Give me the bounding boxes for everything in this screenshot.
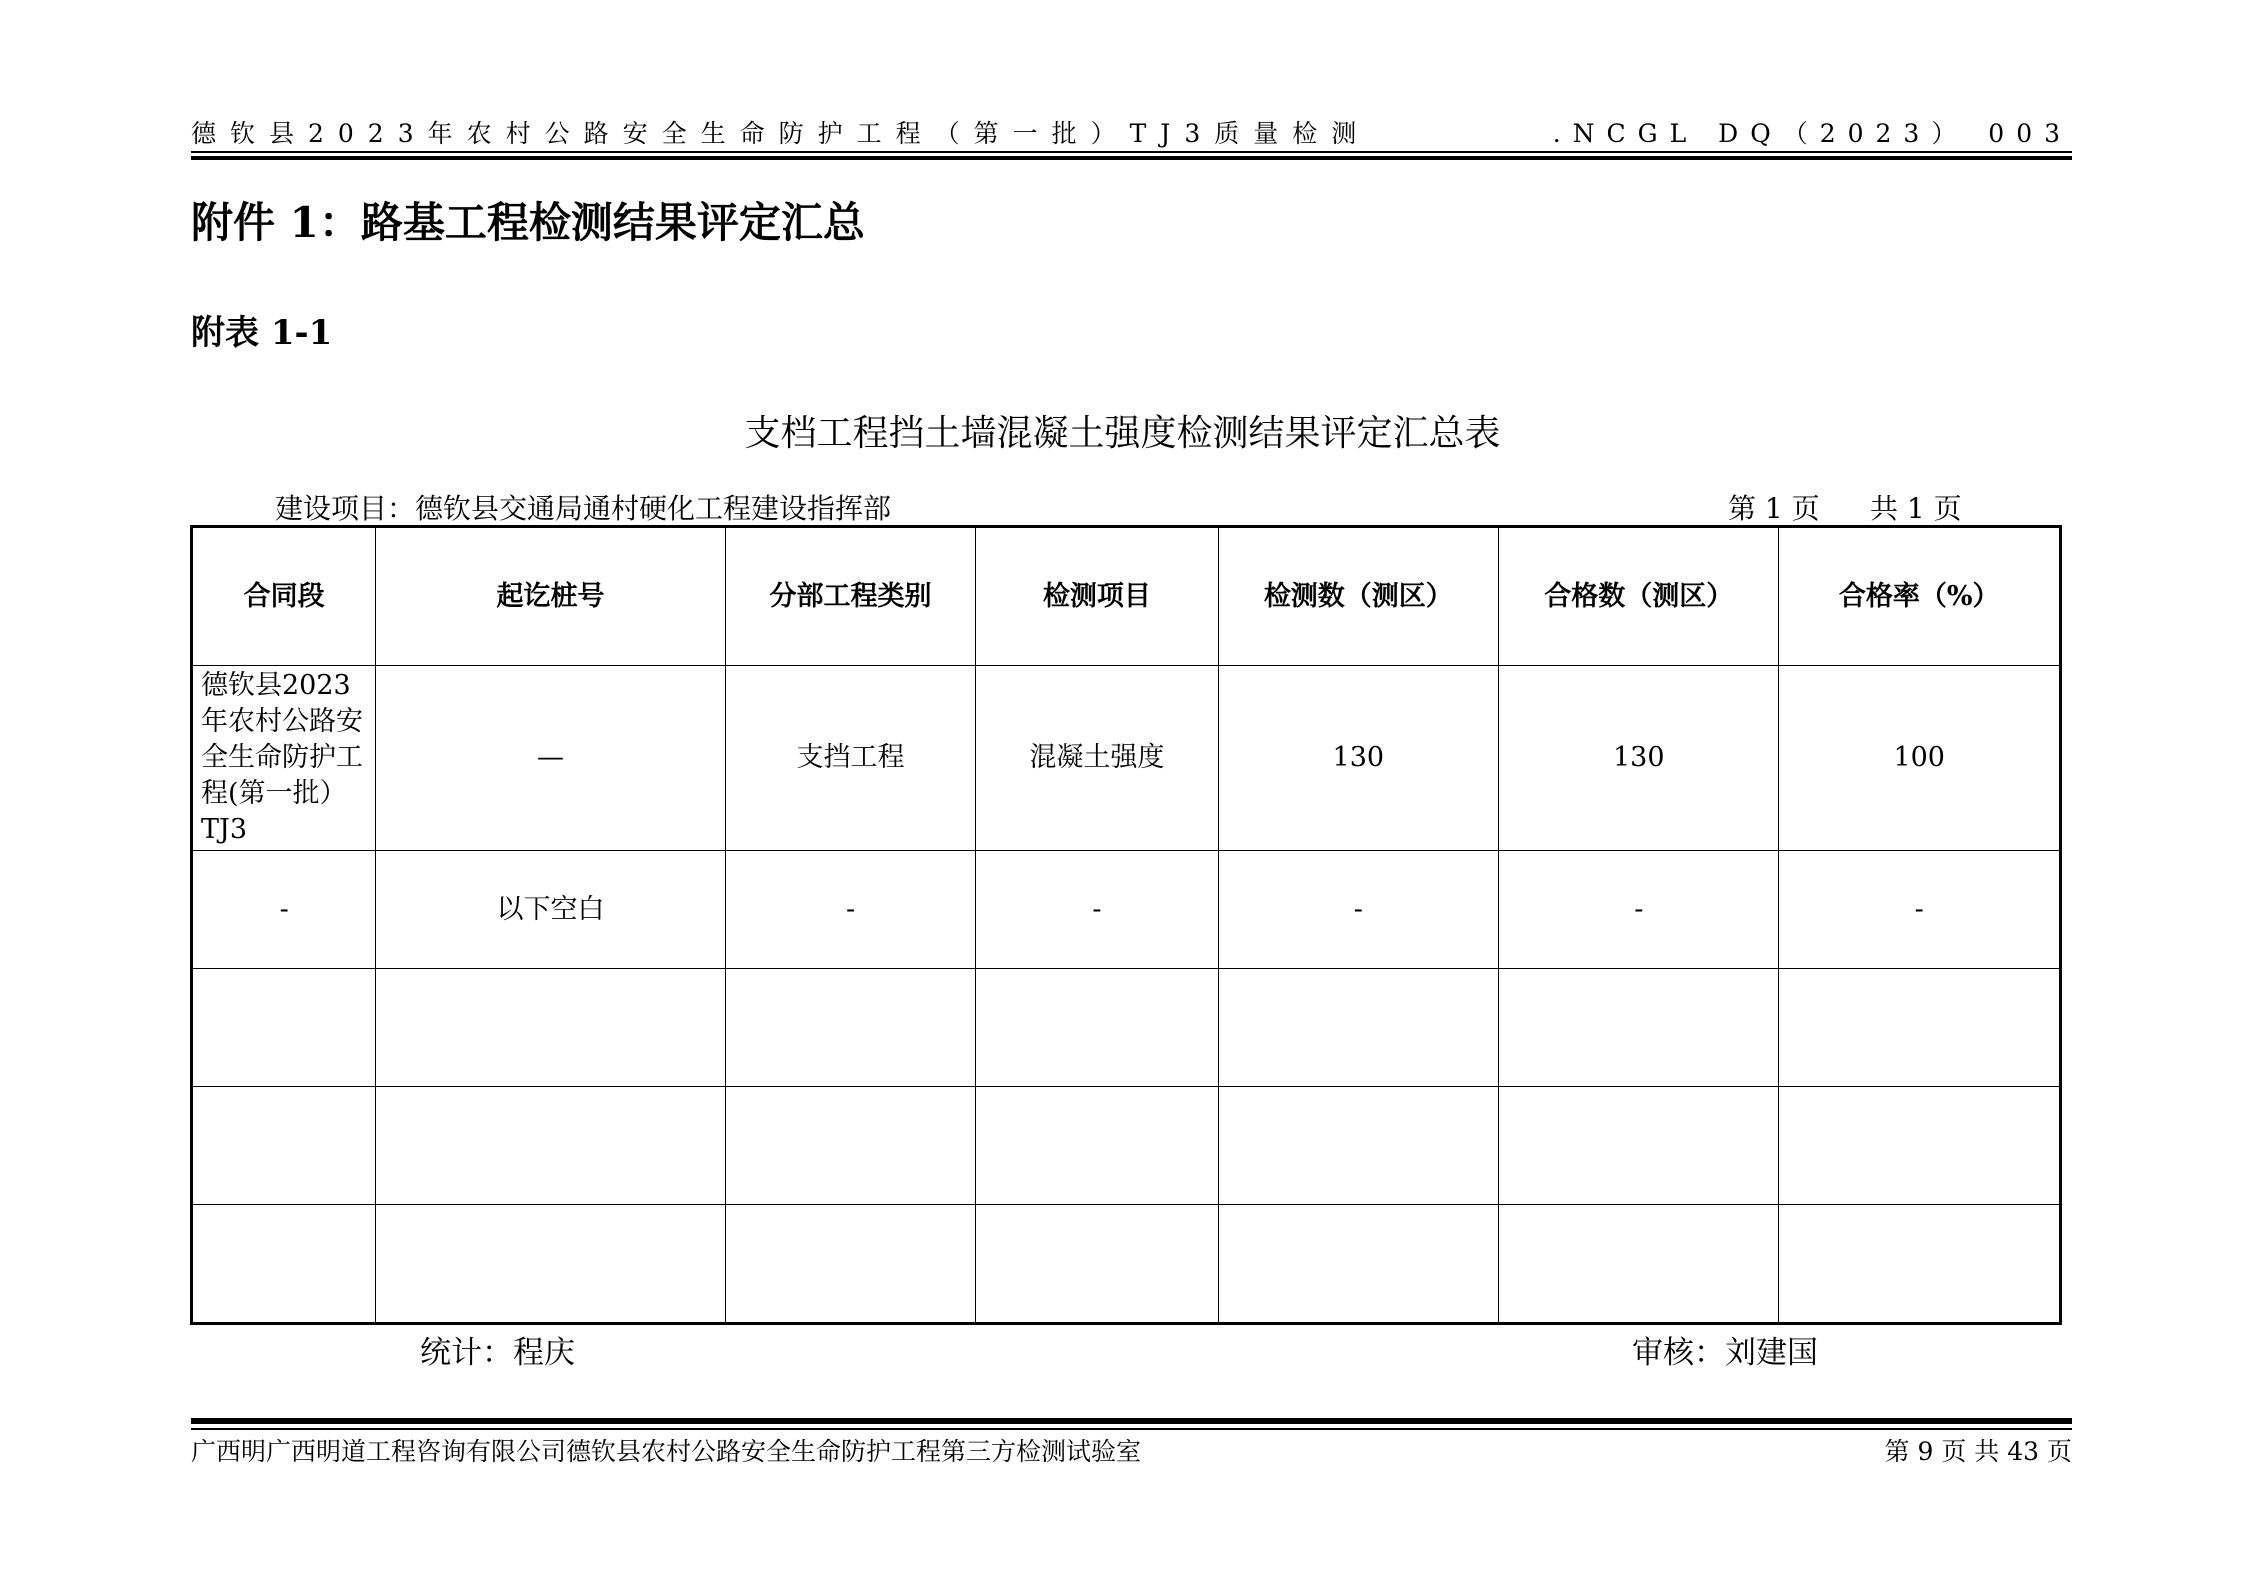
cell-test-item: -: [976, 851, 1218, 969]
cell-empty: [1218, 1205, 1498, 1324]
cell-empty: [192, 969, 376, 1087]
cell-empty: [1779, 969, 2061, 1087]
results-table: [190, 525, 2062, 1325]
cell-subproject-type: -: [725, 851, 975, 969]
footer-rule-thick: [191, 1418, 2072, 1424]
header-subproject-type: 分部工程类别: [725, 527, 975, 666]
cell-empty: [725, 1205, 975, 1324]
table-row-empty: [192, 1205, 2061, 1324]
table-row: [192, 666, 2061, 851]
cell-contract-section: [192, 666, 376, 851]
cell-contract-section: -: [192, 851, 376, 969]
cell-chainage: 以下空白: [376, 851, 726, 969]
page-number: 第 1 页: [1728, 492, 1820, 525]
cell-pass-count: 130: [1499, 666, 1779, 851]
cell-empty: [1779, 1087, 2061, 1205]
footer-page-count: 第 9 页 共 43 页: [1884, 1437, 2072, 1466]
table-title: 支档工程挡土墙混凝土强度检测结果评定汇总表: [744, 413, 1501, 454]
cell-empty: [376, 969, 726, 1087]
header-pass-count: 合格数（测区）: [1499, 527, 1779, 666]
header-rule-thin: [191, 151, 2072, 153]
cell-subproject-type: 支挡工程: [725, 666, 975, 851]
appendix-label: 附表 1-1: [191, 313, 333, 353]
cell-empty: [192, 1087, 376, 1205]
header-pass-rate: 合格率（%）: [1779, 527, 2061, 666]
cell-empty: [725, 969, 975, 1087]
cell-empty: [1779, 1205, 2061, 1324]
cell-pass-count: -: [1499, 851, 1779, 969]
header-rule-thick: [191, 156, 2072, 160]
cell-test-item: 混凝土强度: [976, 666, 1218, 851]
cell-pass-rate: -: [1779, 851, 2061, 969]
table-row-empty: [192, 1087, 2061, 1205]
page-heading: 附件 1：路基工程检测结果评定汇总: [191, 198, 865, 247]
header-chainage: 起讫桩号: [376, 527, 726, 666]
header-contract-section: 合同段: [192, 527, 376, 666]
cell-empty: [976, 969, 1218, 1087]
project-label: 建设项目：德钦县交通局通村硬化工程建设指挥部: [275, 492, 892, 525]
cell-test-count: 130: [1218, 666, 1498, 851]
table-row: [192, 851, 2061, 969]
footer-organization: 广西明广西明道工程咨询有限公司德钦县农村公路安全生命防护工程第三方检测试验室: [191, 1437, 1142, 1466]
cell-chainage: —: [376, 666, 726, 851]
cell-empty: [192, 1205, 376, 1324]
cell-test-count: -: [1218, 851, 1498, 969]
footer-rule-thin: [191, 1428, 2072, 1430]
page-total: 共 1 页: [1870, 492, 1962, 525]
cell-empty: [1499, 1087, 1779, 1205]
statistician-signature: 统计：程庆: [420, 1335, 575, 1371]
cell-empty: [1218, 969, 1498, 1087]
table-row-empty: [192, 969, 2061, 1087]
cell-empty: [1218, 1087, 1498, 1205]
contract-section-text: 德钦县2023年农村公路安全生命防护工程(第一批）TJ3: [201, 670, 363, 845]
page-header-left: 德钦县2023年农村公路安全生命防护工程（第一批）TJ3质量检测: [191, 119, 1371, 148]
header-test-count: 检测数（测区）: [1218, 527, 1498, 666]
cell-empty: [976, 1205, 1218, 1324]
cell-pass-rate: 100: [1779, 666, 2061, 851]
page-header-right: .NCGL DQ（2023） 003: [1552, 119, 2072, 148]
cell-empty: [1499, 1205, 1779, 1324]
cell-empty: [976, 1087, 1218, 1205]
header-test-item: 检测项目: [976, 527, 1218, 666]
cell-empty: [725, 1087, 975, 1205]
cell-empty: [1499, 969, 1779, 1087]
table-header-row: [192, 527, 2061, 666]
cell-empty: [376, 1205, 726, 1324]
reviewer-signature: 审核：刘建国: [1632, 1335, 1818, 1371]
cell-empty: [376, 1087, 726, 1205]
